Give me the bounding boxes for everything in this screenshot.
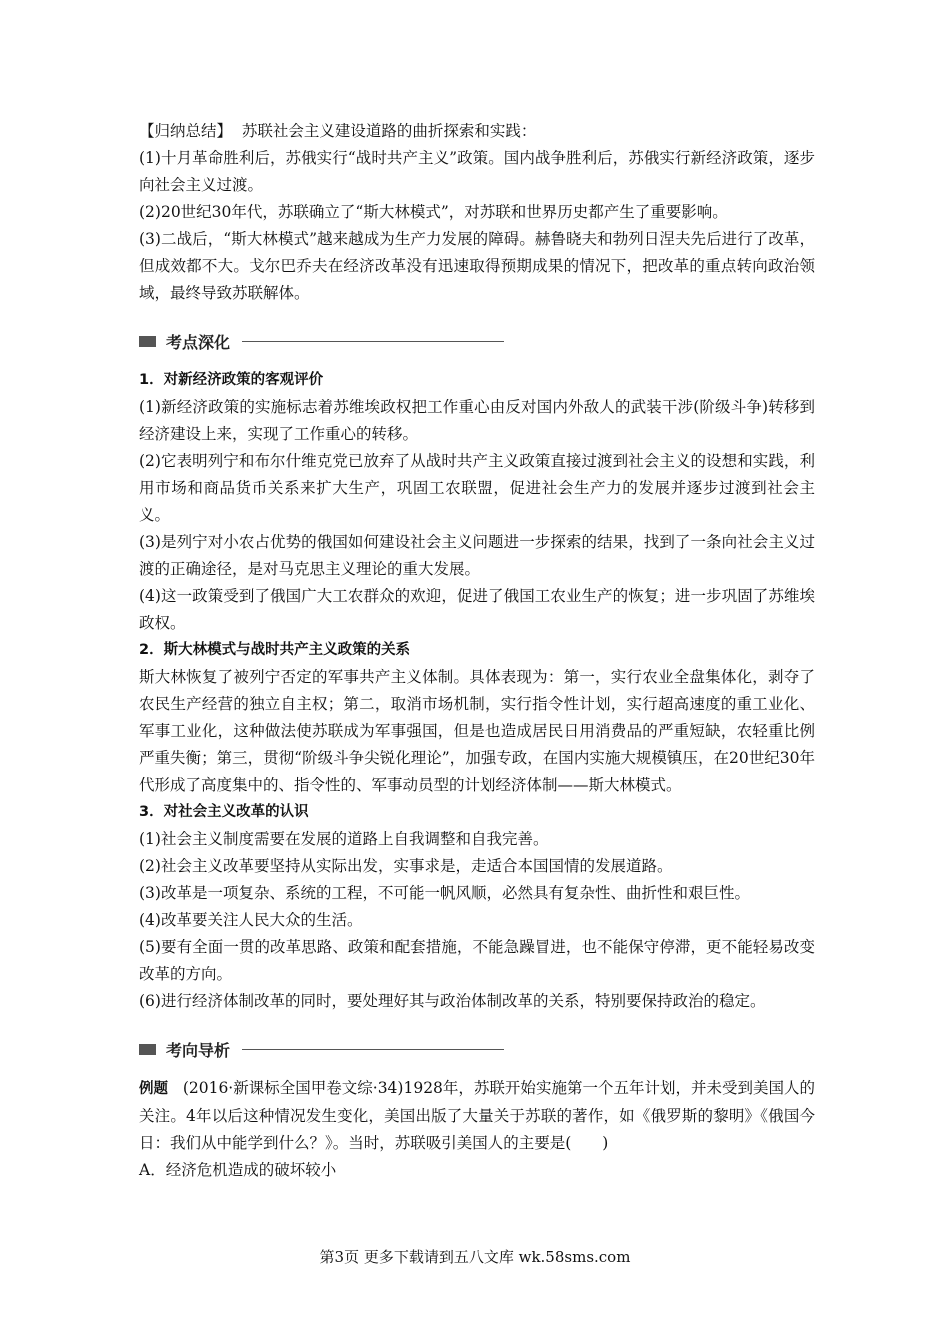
list-item: (2)它表明列宁和布尔什维克党已放弃了从战时共产主义政策直接过渡到社会主义的设想和实践，利用市场和商品货币关系来扩大生产，巩固工农联盟，促进社会生产力的发展并逐步过渡到社会主义。 [139,452,815,524]
list-item: (3)是列宁对小农占优势的俄国如何建设社会主义问题进一步探索的结果，找到了一条向社会主义过渡的正确途径，是对马克思主义理论的重大发展。 [139,533,815,578]
example-label: 例题 [139,1081,169,1097]
summary-tag: 【归纳总结】 [139,122,233,140]
list-item: (4)这一政策受到了俄国广大工农群众的欢迎，促进了俄国工农业生产的恢复；进一步巩固了苏维埃政权。 [139,587,815,632]
subsection-title: 1．对新经济政策的客观评价 [139,372,324,388]
example-text: (2016·新课标全国甲卷文综·34)1928年，苏联开始实施第一个五年计划，并未受到美国人的关注。4年以后这种情况发生变化，美国出版了大量关于苏联的著作，如《俄罗斯的黎明》《俄国今日：我们从中能学到什么？》。当时，苏联吸引美国人的主要是( ) [139,1079,816,1152]
list-item: (5)要有全面一贯的改革思路、政策和配套措施，不能急躁冒进，也不能保守停滞，更不能轻易改变改革的方向。 [139,938,815,983]
heading-block-icon [139,1044,156,1055]
summary-item: (3)二战后，“斯大林模式”越来越成为生产力发展的障碍。赫鲁晓夫和勃列日涅夫先后进行了改革，但成效都不大。戈尔巴乔夫在经济改革没有迅速取得预期成果的情况下，把改革的重点转向政治领域，最终导致苏联解体。 [139,230,815,302]
page-footer: 第3页 更多下载请到五八文库 wk.58sms.com [319,1248,631,1266]
summary-item: (1)十月革命胜利后，苏俄实行“战时共产主义”政策。国内战争胜利后，苏俄实行新经济政策，逐步向社会主义过渡。 [139,149,815,194]
section-heading-text: 考点深化 [166,332,231,352]
list-item: (4)改革要关注人民大众的生活。 [139,911,363,929]
heading-rule [242,341,504,342]
summary-item: (2)20世纪30年代，苏联确立了“斯大林模式”，对苏联和世界历史都产生了重要影响。 [139,203,728,221]
heading-rule [242,1049,504,1050]
subsection-title: 2．斯大林模式与战时共产主义政策的关系 [139,642,411,658]
subsection-title: 3．对社会主义改革的认识 [139,804,309,820]
list-item: (1)新经济政策的实施标志着苏维埃政权把工作重心由反对国内外敌人的武装干涉(阶级斗争)转移到经济建设上来，实现了工作重心的转移。 [139,398,815,443]
page-content [139,118,815,1184]
summary-heading [139,118,815,145]
section-heading-kaoxiang [139,1037,815,1061]
list-item: (3)改革是一项复杂、系统的工程，不可能一帆风顺，必然具有复杂性、曲折性和艰巨性。 [139,884,750,902]
section-heading-text: 考向导析 [166,1040,231,1060]
example-question [139,1075,815,1157]
list-item: (2)社会主义改革要坚持从实际出发，实事求是，走适合本国国情的发展道路。 [139,857,673,875]
heading-block-icon [139,336,156,347]
summary-title: 苏联社会主义建设道路的曲折探索和实践： [241,122,537,140]
paragraph: 斯大林恢复了被列宁否定的军事共产主义体制。具体表现为：第一，实行农业全盘集体化，剥夺了农民生产经营的独立自主权；第二，取消市场机制，实行指令性计划，实行超高速度的重工业化、军事工业化，这种做法使苏联成为军事强国，但是也造成居民日用消费品的严重短缺，农轻重比例严重失衡；第三，贯彻“阶级斗争尖锐化理论”，加强专政，在国内实施大规模镇压，在20世纪30年代形成了高度集中的、指令性的、军事动员型的计划经济体制——斯大林模式。 [139,668,815,794]
section-heading-kaodian [139,329,815,353]
list-item: (6)进行经济体制改革的同时，要处理好其与政治体制改革的关系，特别要保持政治的稳定。 [139,992,766,1010]
option-a: A．经济危机造成的破坏较小 [139,1161,337,1179]
list-item: (1)社会主义制度需要在发展的道路上自我调整和自我完善。 [139,830,549,848]
